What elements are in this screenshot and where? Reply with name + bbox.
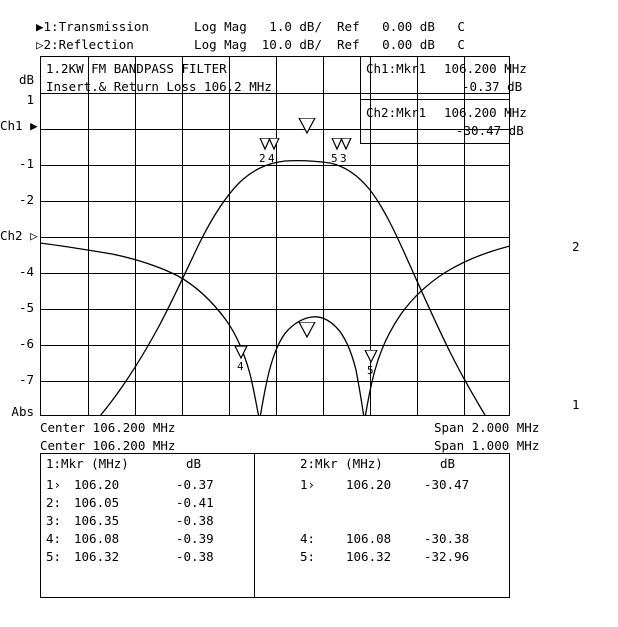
center-frequency-ch1: Center 106.200 MHz — [40, 420, 176, 435]
y-tick-minus5: -5 — [18, 300, 34, 315]
ch1-reference-tag: Ch1 ▶ — [0, 118, 38, 133]
marker-flag-label-2: 2 — [259, 152, 266, 165]
span-ch2: Span 1.000 MHz — [434, 438, 540, 453]
table-cell-db: -30.38 — [424, 531, 470, 546]
channel1-header: ▶1:Transmission Log Mag 1.0 dB/ Ref 0.00 dB C — [36, 19, 465, 34]
table-cell-db: -0.41 — [176, 495, 214, 510]
marker-flag-ch1-1 — [297, 118, 317, 136]
ch2-marker-value: -30.47 dB — [456, 123, 524, 138]
table-cell-db: -0.38 — [176, 549, 214, 564]
table-row: 1› — [46, 477, 62, 492]
table-cell-freq: 106.08 — [346, 531, 392, 546]
table-cell-freq: 106.35 — [74, 513, 120, 528]
table-cell-freq: 106.08 — [74, 531, 120, 546]
y-tick-minus7: -7 — [18, 372, 34, 387]
center-frequency-ch2: Center 106.200 MHz — [40, 438, 176, 453]
trace-canvas — [40, 56, 510, 416]
ch1-marker-label: Ch1:Mkr1 — [366, 61, 427, 76]
table-cell-db: -0.37 — [176, 477, 214, 492]
plot-title-line1: 1.2KW FM BANDPASS FILTER — [46, 61, 227, 76]
table-cell-freq: 106.05 — [74, 495, 120, 510]
marker-flag-label-4: 4 — [268, 152, 275, 165]
marker-flag-ch2-1 — [297, 322, 317, 340]
y-tick-1: 1 — [26, 92, 34, 107]
marker-flag-label-5: 5 — [331, 152, 338, 165]
table-row: 5: — [46, 549, 62, 564]
table-cell-db: -0.38 — [176, 513, 214, 528]
table-cell-freq: 106.32 — [74, 549, 120, 564]
table-cell-freq: 106.20 — [346, 477, 392, 492]
span-ch1: Span 2.000 MHz — [434, 420, 540, 435]
ch2-reference-tag: Ch2 ▷ — [0, 228, 38, 243]
marker-table-right-header-db: dB — [440, 456, 456, 471]
y-tick-minus2: -2 — [18, 192, 34, 207]
trace2-label: 2 — [572, 239, 580, 254]
y-axis-unit: dB — [18, 72, 34, 87]
marker-flag-ch2-label-4: 4 — [237, 360, 244, 373]
ch2-marker-freq: 106.200 MHz — [444, 105, 527, 120]
marker-flag-ch2-5 — [364, 350, 378, 364]
marker-flag-ch2-label-5: 5 — [367, 364, 374, 377]
channel2-header: ▷2:Reflection Log Mag 10.0 dB/ Ref 0.00 dB C — [36, 37, 465, 52]
y-tick-minus6: -6 — [18, 336, 34, 351]
marker-flag-ch2-4 — [234, 346, 248, 360]
marker-flag-label-3: 3 — [340, 152, 347, 165]
marker-table-divider — [254, 453, 255, 598]
table-cell-db: -0.39 — [176, 531, 214, 546]
table-row: 5: — [300, 549, 316, 564]
table-row: 4: — [300, 531, 316, 546]
table-row: 1› — [300, 477, 316, 492]
table-cell-db: -30.47 — [424, 477, 470, 492]
table-cell-db: -32.96 — [424, 549, 470, 564]
table-row: 2: — [46, 495, 62, 510]
ch1-marker-freq: 106.200 MHz — [444, 61, 527, 76]
marker-table-left-header: 1:Mkr (MHz) — [46, 456, 129, 471]
y-tick-minus1: -1 — [18, 156, 34, 171]
marker-table-right-header: 2:Mkr (MHz) — [300, 456, 383, 471]
marker-flag-ch1-2 — [258, 138, 280, 152]
trace1-label: 1 — [572, 397, 580, 412]
ch1-marker-value: -0.37 dB — [462, 79, 523, 94]
ch2-marker-label: Ch2:Mkr1 — [366, 105, 427, 120]
abs-tag: Abs — [11, 404, 34, 419]
y-tick-minus4: -4 — [18, 264, 34, 279]
marker-flag-ch1-5 — [330, 138, 352, 152]
table-cell-freq: 106.32 — [346, 549, 392, 564]
plot-title-line2: Insert.& Return Loss 106.2 MHz — [46, 79, 272, 94]
table-cell-freq: 106.20 — [74, 477, 120, 492]
table-row: 3: — [46, 513, 62, 528]
table-row: 4: — [46, 531, 62, 546]
marker-table-left-header-db: dB — [186, 456, 202, 471]
trace-transmission — [40, 161, 510, 416]
